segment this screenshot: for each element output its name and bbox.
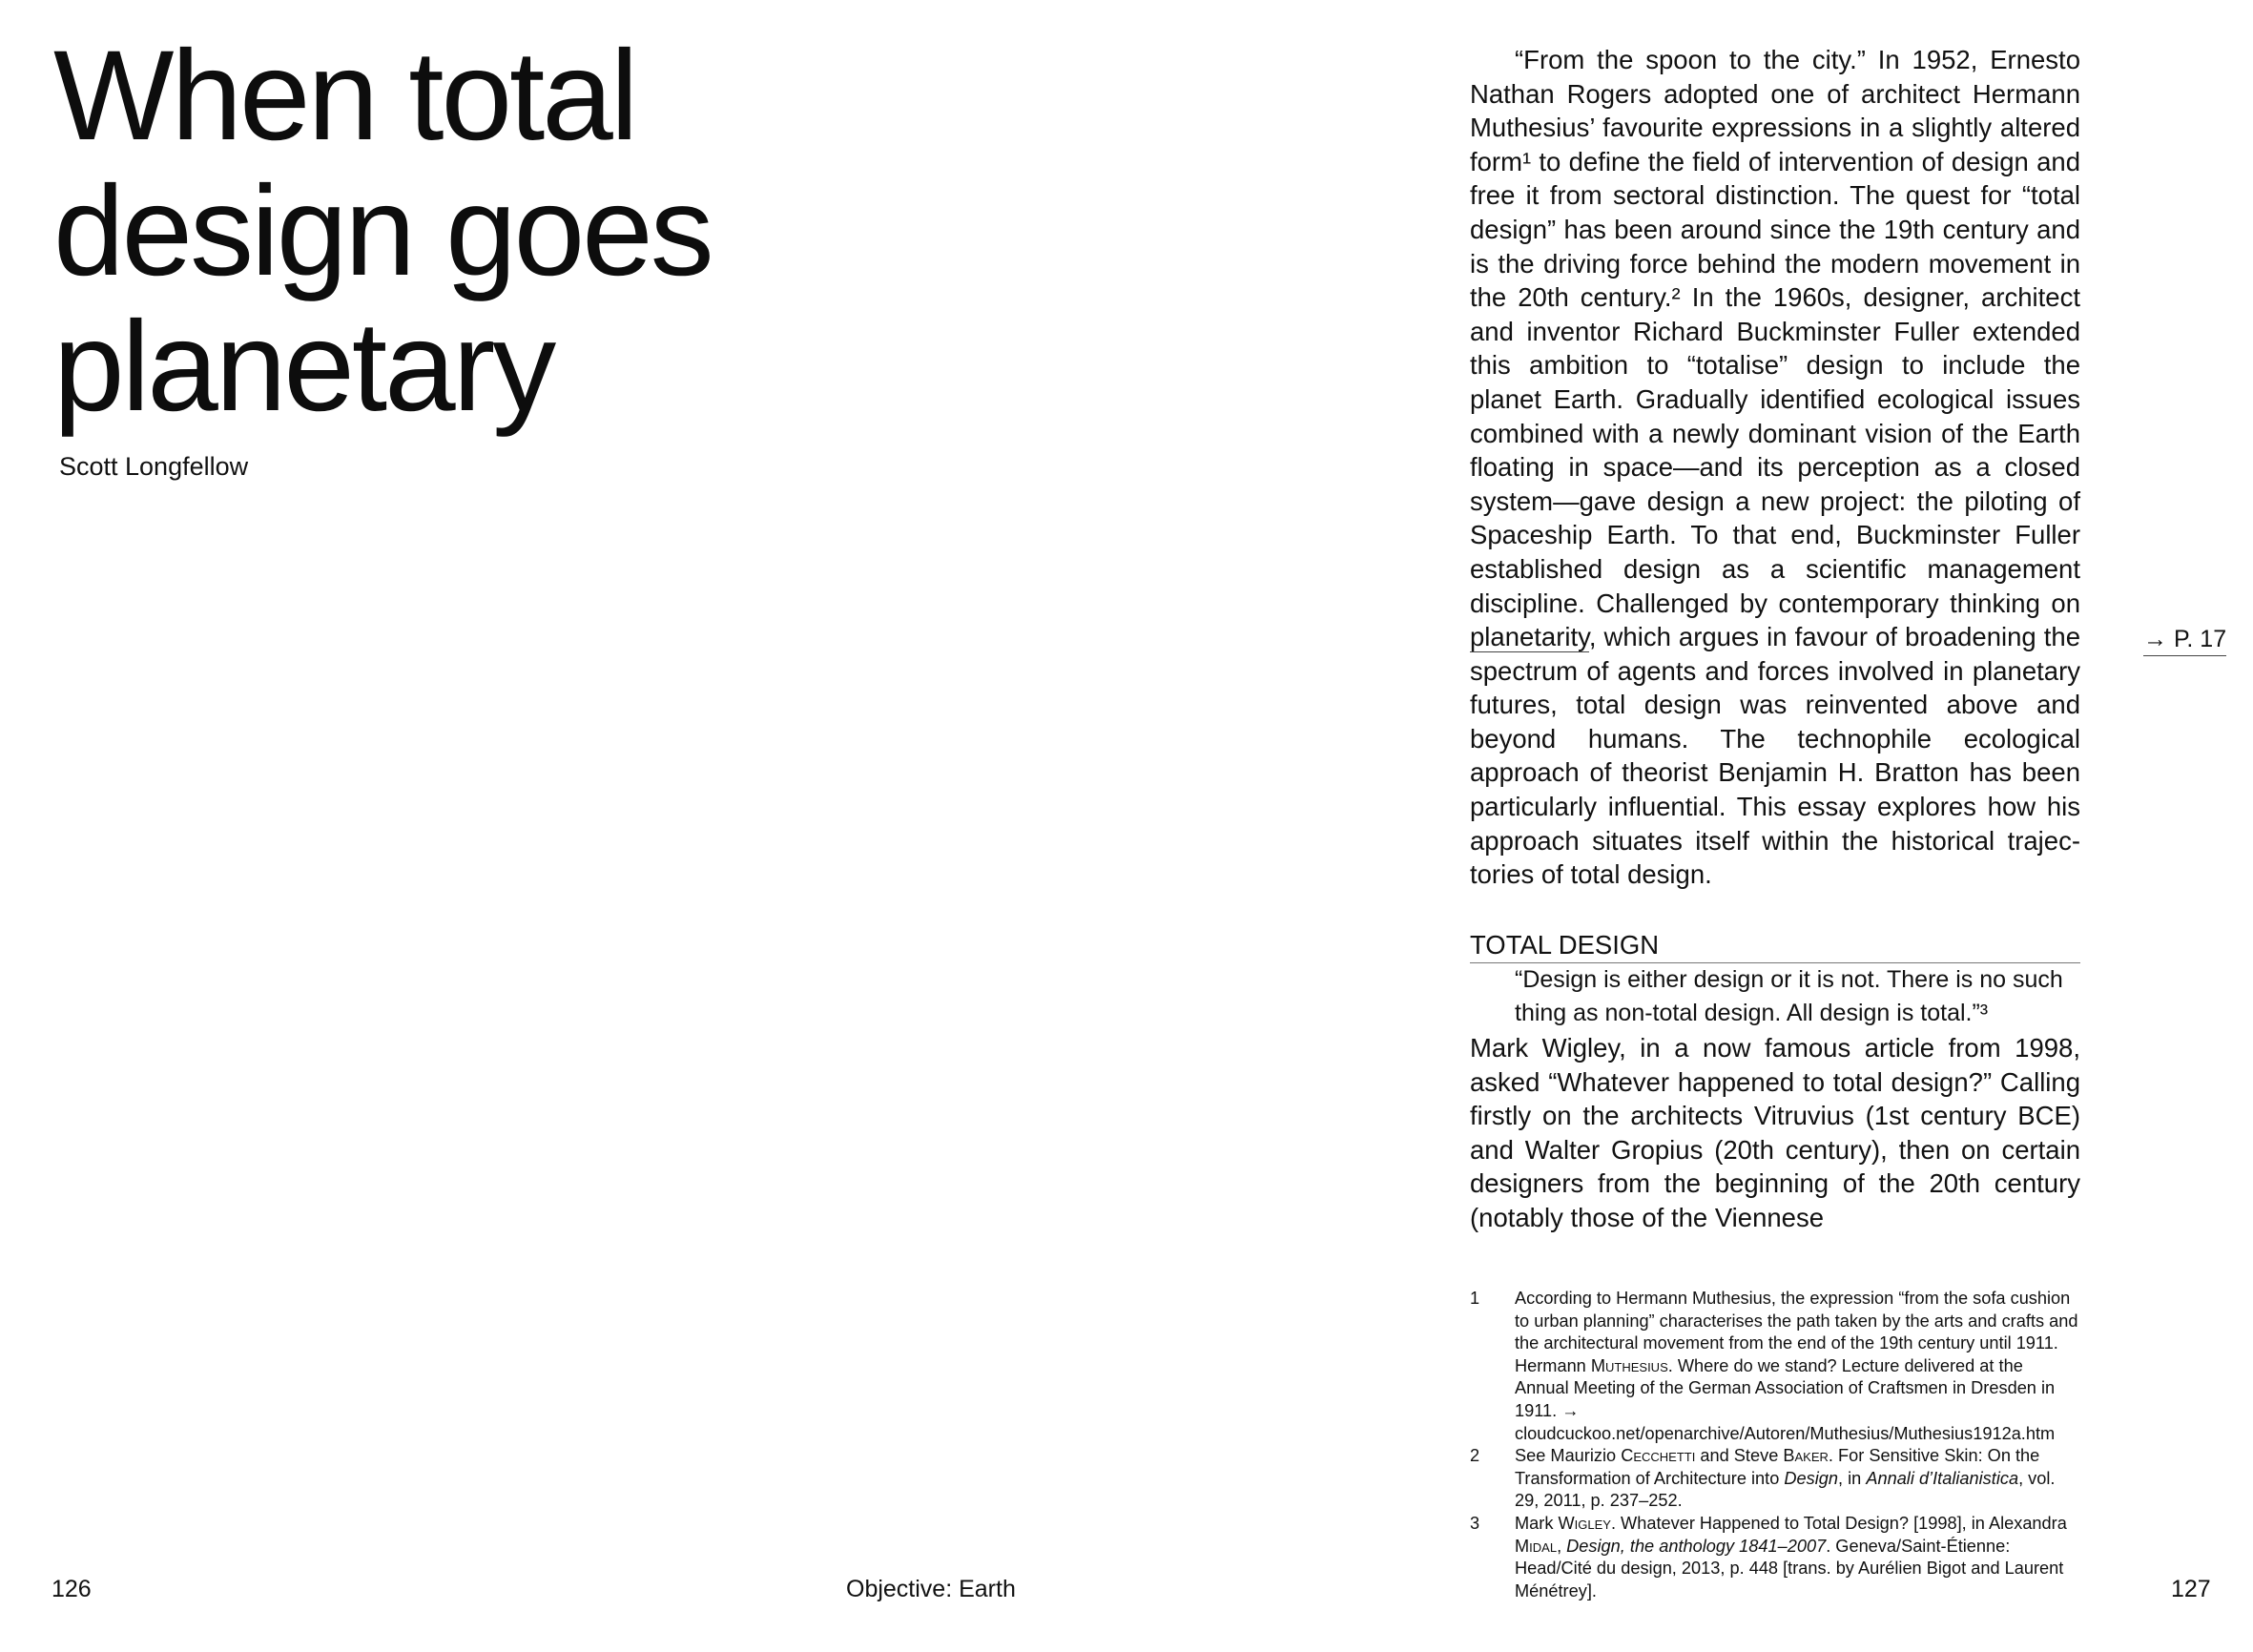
page-number-right: 127 bbox=[2171, 1576, 2211, 1602]
footnote-text: See Maurizio Cecchetti and Steve Baker. For Sensitive Skin: On the Transformation of Architecture into Design, in Annali d’Italianistica, vol. 29, 2011, p. 237–252. bbox=[1515, 1446, 2056, 1511]
footnote-text: According to Hermann Muthesius, the expression “from the sofa cushion to urban planning” characterises the path taken by the arts and crafts and the architectural movement from the end of the 19th century until 1911. Hermann Muthesius. Where do we stand? Lecture delivered at the Annual Meeting of the German Association of Craftsmen in Dresden in 1911. → cloudcuckoo.net/openarchive/Autoren/Muthesius/Muthesius1912a.htm bbox=[1515, 1289, 2078, 1443]
author-name: Scott Longfellow bbox=[59, 452, 249, 481]
planetarity-link[interactable]: planetarity bbox=[1470, 622, 1589, 652]
title-line: When total bbox=[53, 25, 636, 167]
footnote bbox=[1470, 1288, 2080, 1445]
footnote-number: 2 bbox=[1470, 1446, 1480, 1466]
intro-text-part2: , which argues in favour of broadening the spectrum of agents and forces involved in planetary futures, total design was reinvented above and beyond humans. The technophile ecological approach of theorist Benjamin H. Bratton has been particularly influential. This essay explores how his approach situates itself within the historical trajectories of total design. bbox=[1470, 622, 2080, 890]
page-number-left: 126 bbox=[52, 1576, 92, 1602]
footnote bbox=[1470, 1513, 2080, 1602]
running-title: Objective: Earth bbox=[846, 1576, 1016, 1602]
title-line: design goes bbox=[53, 160, 712, 302]
body-column bbox=[1470, 43, 2080, 1235]
footnote-number: 3 bbox=[1470, 1513, 1480, 1533]
footnote-number: 1 bbox=[1470, 1289, 1480, 1308]
title-line: planetary bbox=[53, 296, 554, 438]
cross-reference-link[interactable]: → P. 17 bbox=[2143, 626, 2226, 656]
footnote bbox=[1470, 1445, 2080, 1513]
intro-text-part1: “From the spoon to the city.” In 1952, Ernesto Nathan Rogers adopted one of architect Hermann Muthesius’ favourite expressions in a slightly altered form¹ to define the field of intervention of design and free it from sectoral distinction. The quest for “total design” has been around since the 19th century and is the driving force behind the modern movement in the 20th century.² In the 1960s, designer, architect and inventor Richard Buckminster Fuller extended this ambition to “totalise” design to include the planet Earth. Gradually identified ecological issues combined with a newly dominant vision of the Earth floating in space—and its perception as a closed system—gave design a new project: the piloting of Spaceship Earth. To that end, Buckminster Fuller established design as a scientific management discipline. Challenged by contemporary thinking on bbox=[1470, 45, 2080, 618]
article-title bbox=[53, 25, 816, 438]
section-paragraph: Mark Wigley, in a now famous article from 1998, asked “Whatever happened to total design?” Calling firstly on the architects Vitruvius (1st century BCE) and Walter Gropius (20th century), then on certain designers from the beginning of the 20th century (notably those of the Viennese bbox=[1470, 1033, 2080, 1232]
epigraph-quote: “Design is either design or it is not. There is no such thing as non-total design. All design is total.”³ bbox=[1515, 965, 2063, 1027]
intro-paragraph bbox=[1470, 43, 2080, 892]
footnote-text: Mark Wigley. Whatever Happened to Total Design? [1998], in Alexandra Midal, Design, the anthology 1841–2007. Geneva/Saint-Étienne: Head/Cité du design, 2013, p. 448 [trans. by Aurélien Bigot and Laurent Ménétrey]. bbox=[1515, 1513, 2067, 1600]
footnotes bbox=[1470, 1288, 2080, 1602]
section-heading: TOTAL DESIGN bbox=[1470, 928, 2080, 963]
